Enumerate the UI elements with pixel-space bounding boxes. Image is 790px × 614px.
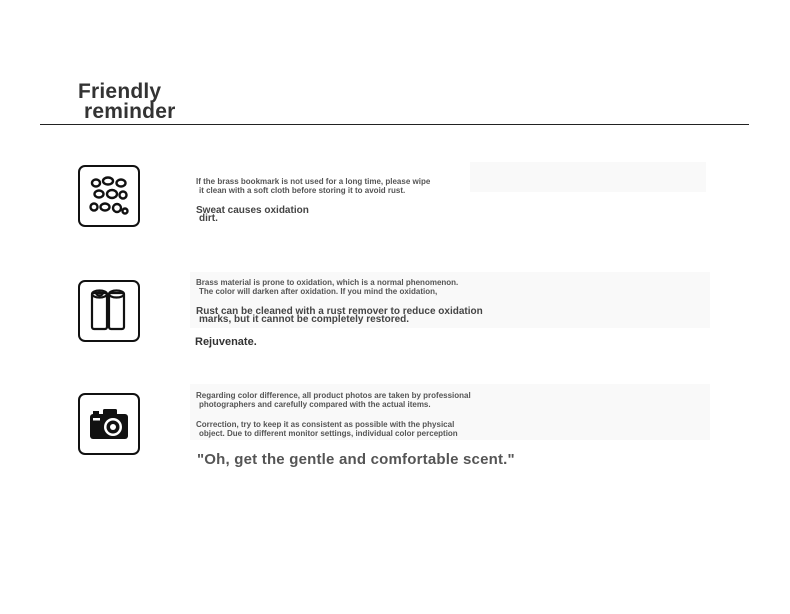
text-line: The color will darken after oxidation. If you mind the oxidation, — [199, 287, 438, 296]
text-line: it clean with a soft cloth before storing it to avoid rust. — [199, 186, 406, 195]
stones-icon-box — [78, 165, 140, 227]
section-3-paragraph-1 — [196, 391, 716, 409]
text-line: photographers and carefully compared with the actual items. — [199, 400, 431, 409]
section-3-paragraph-2 — [196, 420, 716, 438]
section-2-paragraph-1 — [196, 278, 716, 296]
stones-icon — [88, 175, 130, 217]
text-line: Sweat causes oxidation — [196, 205, 309, 216]
text-line: marks, but it cannot be completely restored. — [199, 314, 410, 325]
text-line: dirt. — [199, 213, 218, 224]
rolls-icon-box — [78, 280, 140, 342]
rejuvenate-note: Rejuvenate. — [195, 336, 257, 348]
camera-icon-box — [78, 393, 140, 455]
camera-icon — [89, 407, 129, 441]
text-line: If the brass bookmark is not used for a long time, please wipe — [196, 177, 431, 186]
scent-quote: "Oh, get the gentle and comfortable scent." — [197, 451, 515, 468]
section-1-paragraph-2 — [196, 207, 716, 223]
text-line: Rust can be cleaned with a rust remover to reduce oxidation — [196, 306, 483, 317]
title-line-2: reminder — [84, 100, 176, 123]
text-line: Regarding color difference, all product photos are taken by professional — [196, 391, 471, 400]
text-line: Correction, try to keep it as consistent as possible with the physical — [196, 420, 455, 429]
divider — [40, 124, 749, 125]
section-2-paragraph-2 — [196, 308, 716, 324]
rolls-icon — [89, 289, 129, 333]
page-title — [78, 82, 175, 122]
title-line-1: Friendly — [78, 80, 162, 103]
text-line: Brass material is prone to oxidation, which is a normal phenomenon. — [196, 278, 459, 287]
text-line: object. Due to different monitor settings, individual color perception — [199, 429, 458, 438]
section-1-paragraph-1 — [196, 177, 716, 195]
